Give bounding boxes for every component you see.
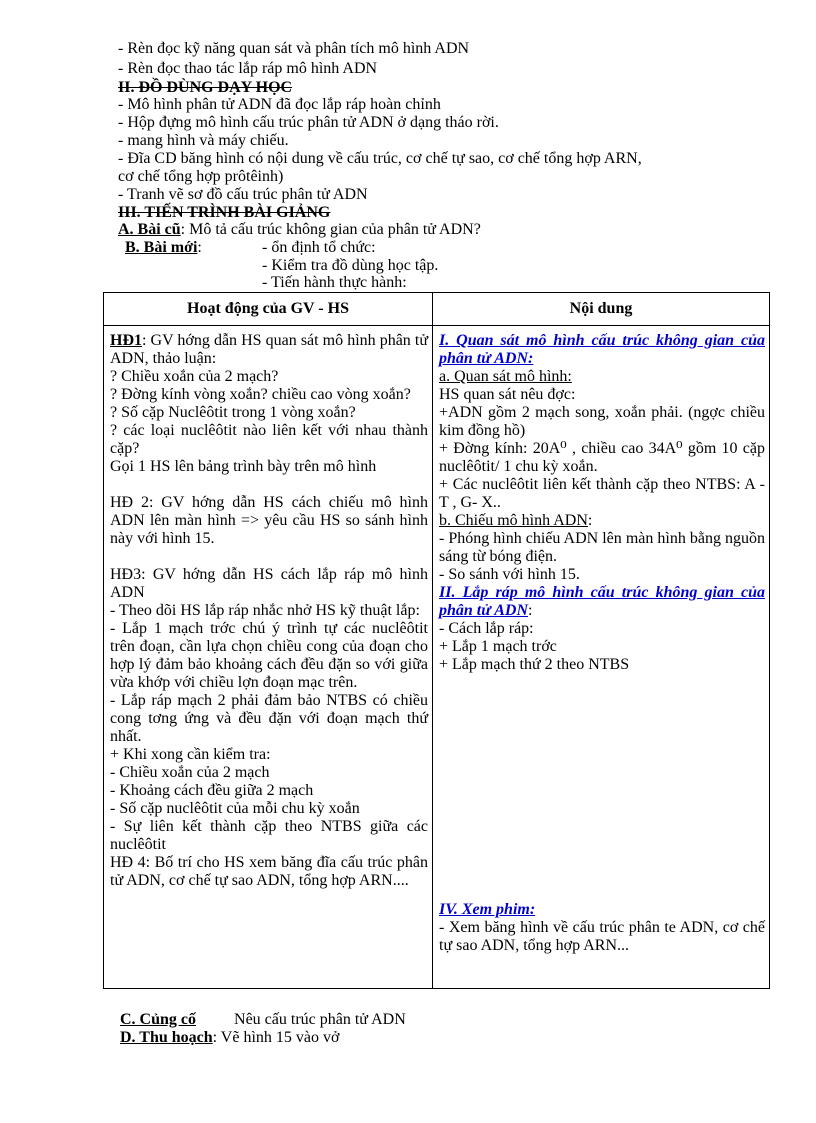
sec1-heading: I. Quan sát mô hình cấu trúc không gian của phân tử ADN: <box>439 332 765 367</box>
observe-line: HS quan sát nêu đợc: <box>439 386 576 403</box>
col-header-content: Nội dung <box>433 293 770 326</box>
hd3-line: - Khoảng cách đều giữa 2 mạch <box>110 782 314 799</box>
thu-hoach-text: : Vẽ hình 15 vào vở <box>212 1029 340 1046</box>
sec2-heading: II. Lắp ráp mô hình cấu trúc không gian của phân tử ADN <box>439 584 765 619</box>
hd1-question: ? Số cặp Nuclêôtit trong 1 vòng xoắn? <box>110 404 356 421</box>
bai-cu-row <box>118 221 481 239</box>
activities-cell <box>104 326 433 989</box>
intro-line-1: - Rèn đọc kỹ năng quan sát và phân tích mô hình ADN <box>118 40 470 57</box>
bai-cu-label: A. Bài cũ <box>118 221 181 238</box>
projection-line: - So sánh với hình 15. <box>439 566 580 583</box>
activity-table <box>103 292 770 989</box>
section-2-line: - Tranh vẽ sơ đồ cấu trúc phân tử ADN <box>118 186 368 203</box>
thu-hoach-row <box>120 1029 339 1047</box>
hd3-line: - Sự liên kết thành cặp theo NTBS giữa các nuclêôtit <box>110 818 428 853</box>
hd2-block <box>110 494 428 548</box>
cung-co-text: Nêu cấu trúc phân tử ADN <box>234 1011 406 1028</box>
content-cell <box>433 326 770 989</box>
hd1-question: ? Đờng kính vòng xoắn? chiều cao vòng xoắn? <box>110 386 411 403</box>
hd3-line: - Lắp ráp mạch 2 phải đảm bảo NTBS có chiều cong tơng ứng và đều đặn với đoạn mạch thứ nhất. <box>110 692 428 745</box>
bai-moi-colon: : <box>197 239 202 256</box>
hd4-block <box>110 854 428 890</box>
hd3-block <box>110 566 428 854</box>
assembly-line: - Cách lắp ráp: <box>439 620 534 637</box>
bai-moi-item: - Tiến hành thực hành: <box>262 274 407 291</box>
sec4-block <box>439 901 765 955</box>
projection-line: - Phóng hình chiếu ADN lên màn hình bằng nguồn sáng từ bóng điện. <box>439 530 765 565</box>
section-2-line: - Hộp đựng mô hình cấu trúc phân tử ADN ở dạng tháo rời. <box>118 114 499 131</box>
hd1-block <box>110 332 428 476</box>
projection-label: b. Chiếu mô hình ADN <box>439 512 588 529</box>
hd3-line: - Số cặp nuclêôtit của mỗi chu kỳ xoắn <box>110 800 360 817</box>
hd1-question: Gọi 1 HS lên bảng trình bày trên mô hình <box>110 458 377 475</box>
sec4-text: - Xem băng hình về cấu trúc phân te ADN, cơ chế tự sao ADN, tổng hợp ARN... <box>439 919 765 954</box>
hd3-line: - Lắp 1 mạch trớc chú ý trình tự các nuclêôtit trên đoạn, cần lựa chọn chiều cong của đoạn cho hợp lý đảm bảo khoảng cách đều đặn so với giữa vừa khớp với chiều lợn đoạn mạc trên. <box>110 620 428 691</box>
hd4-text: HĐ 4: Bố trí cho HS xem băng đĩa cấu trúc phân tử ADN, cơ chế tự sao ADN, tổng hợp ARN.... <box>110 854 428 889</box>
observe-line: + Đờng kính: 20A⁰ , chiều cao 34A⁰ gồm 10 cặp nuclêôtit/ 1 chu kỳ xoắn. <box>439 440 765 475</box>
bai-moi-item: - Kiểm tra đồ dùng học tập. <box>262 257 439 274</box>
section-2-line: - mang hình và máy chiếu. <box>118 132 289 149</box>
hd1-text: : GV hớng dẫn HS quan sát mô hình phân tử ADN, thảo luận: <box>110 332 428 367</box>
assembly-line: + Lắp 1 mạch trớc <box>439 638 557 655</box>
bai-moi-row <box>125 239 202 257</box>
hd3-line: - Theo dõi HS lắp ráp nhắc nhở HS kỹ thuật lắp: <box>110 602 420 619</box>
projection-colon: : <box>587 512 593 529</box>
section-2-heading: II. ĐỒ DÙNG DẠY HỌC <box>118 79 293 96</box>
hd3-line: - Chiều xoắn của 2 mạch <box>110 764 270 781</box>
hd3-line: HĐ3: GV hớng dẫn HS cách lắp ráp mô hình ADN <box>110 566 428 601</box>
table-header-row <box>104 293 770 326</box>
col-header-activities: Hoạt động của GV - HS <box>104 293 433 326</box>
sec4-heading: IV. Xem phim: <box>439 901 536 918</box>
hd1-label: HĐ1 <box>110 332 142 349</box>
cung-co-label: C. Củng cố <box>120 1011 197 1028</box>
intro-line-2: - Rèn đọc thao tác lắp ráp mô hình ADN <box>118 60 378 77</box>
observe-label: a. Quan sát mô hình: <box>439 368 572 385</box>
cung-co-row <box>120 1011 406 1029</box>
sec2-colon: : <box>528 602 533 619</box>
bai-moi-label: B. Bài mới <box>125 239 198 256</box>
assembly-line: + Lắp mạch thứ 2 theo NTBS <box>439 656 630 673</box>
hd2-text: HĐ 2: GV hớng dẫn HS cách chiếu mô hình ADN lên màn hình => yêu cầu HS so sánh hình này với hình 15. <box>110 494 428 547</box>
hd1-question: ? Chiều xoắn của 2 mạch? <box>110 368 279 385</box>
section-2-line: - Đĩa CD băng hình có nội dung về cấu trúc, cơ chế tự sao, cơ chế tổng hợp ARN, <box>118 150 642 167</box>
thu-hoach-label: D. Thu hoạch <box>120 1029 213 1046</box>
observe-line: +ADN gồm 2 mạch song, xoắn phải. (ngợc chiều kim đồng hồ) <box>439 404 765 439</box>
observe-line: + Các nuclêôtit liên kết thành cặp theo NTBS: A - T , G- X.. <box>439 476 765 511</box>
bai-moi-item: - ổn định tổ chức: <box>262 239 376 256</box>
section-2-line: - Mô hình phân tử ADN đã đọc lắp ráp hoàn chỉnh <box>118 96 441 113</box>
table-row <box>104 326 770 989</box>
hd3-line: + Khi xong cần kiểm tra: <box>110 746 271 763</box>
hd1-question: ? các loại nuclêôtit nào liên kết với nhau thành cặp? <box>110 422 428 457</box>
bai-cu-text: : Mô tả cấu trúc không gian của phân tử ADN? <box>180 221 481 238</box>
section-2-line: cơ chế tổng hợp prôtêinh) <box>118 168 284 185</box>
section-3-heading: III. TIẾN TRÌNH BÀI GIẢNG <box>118 204 331 221</box>
